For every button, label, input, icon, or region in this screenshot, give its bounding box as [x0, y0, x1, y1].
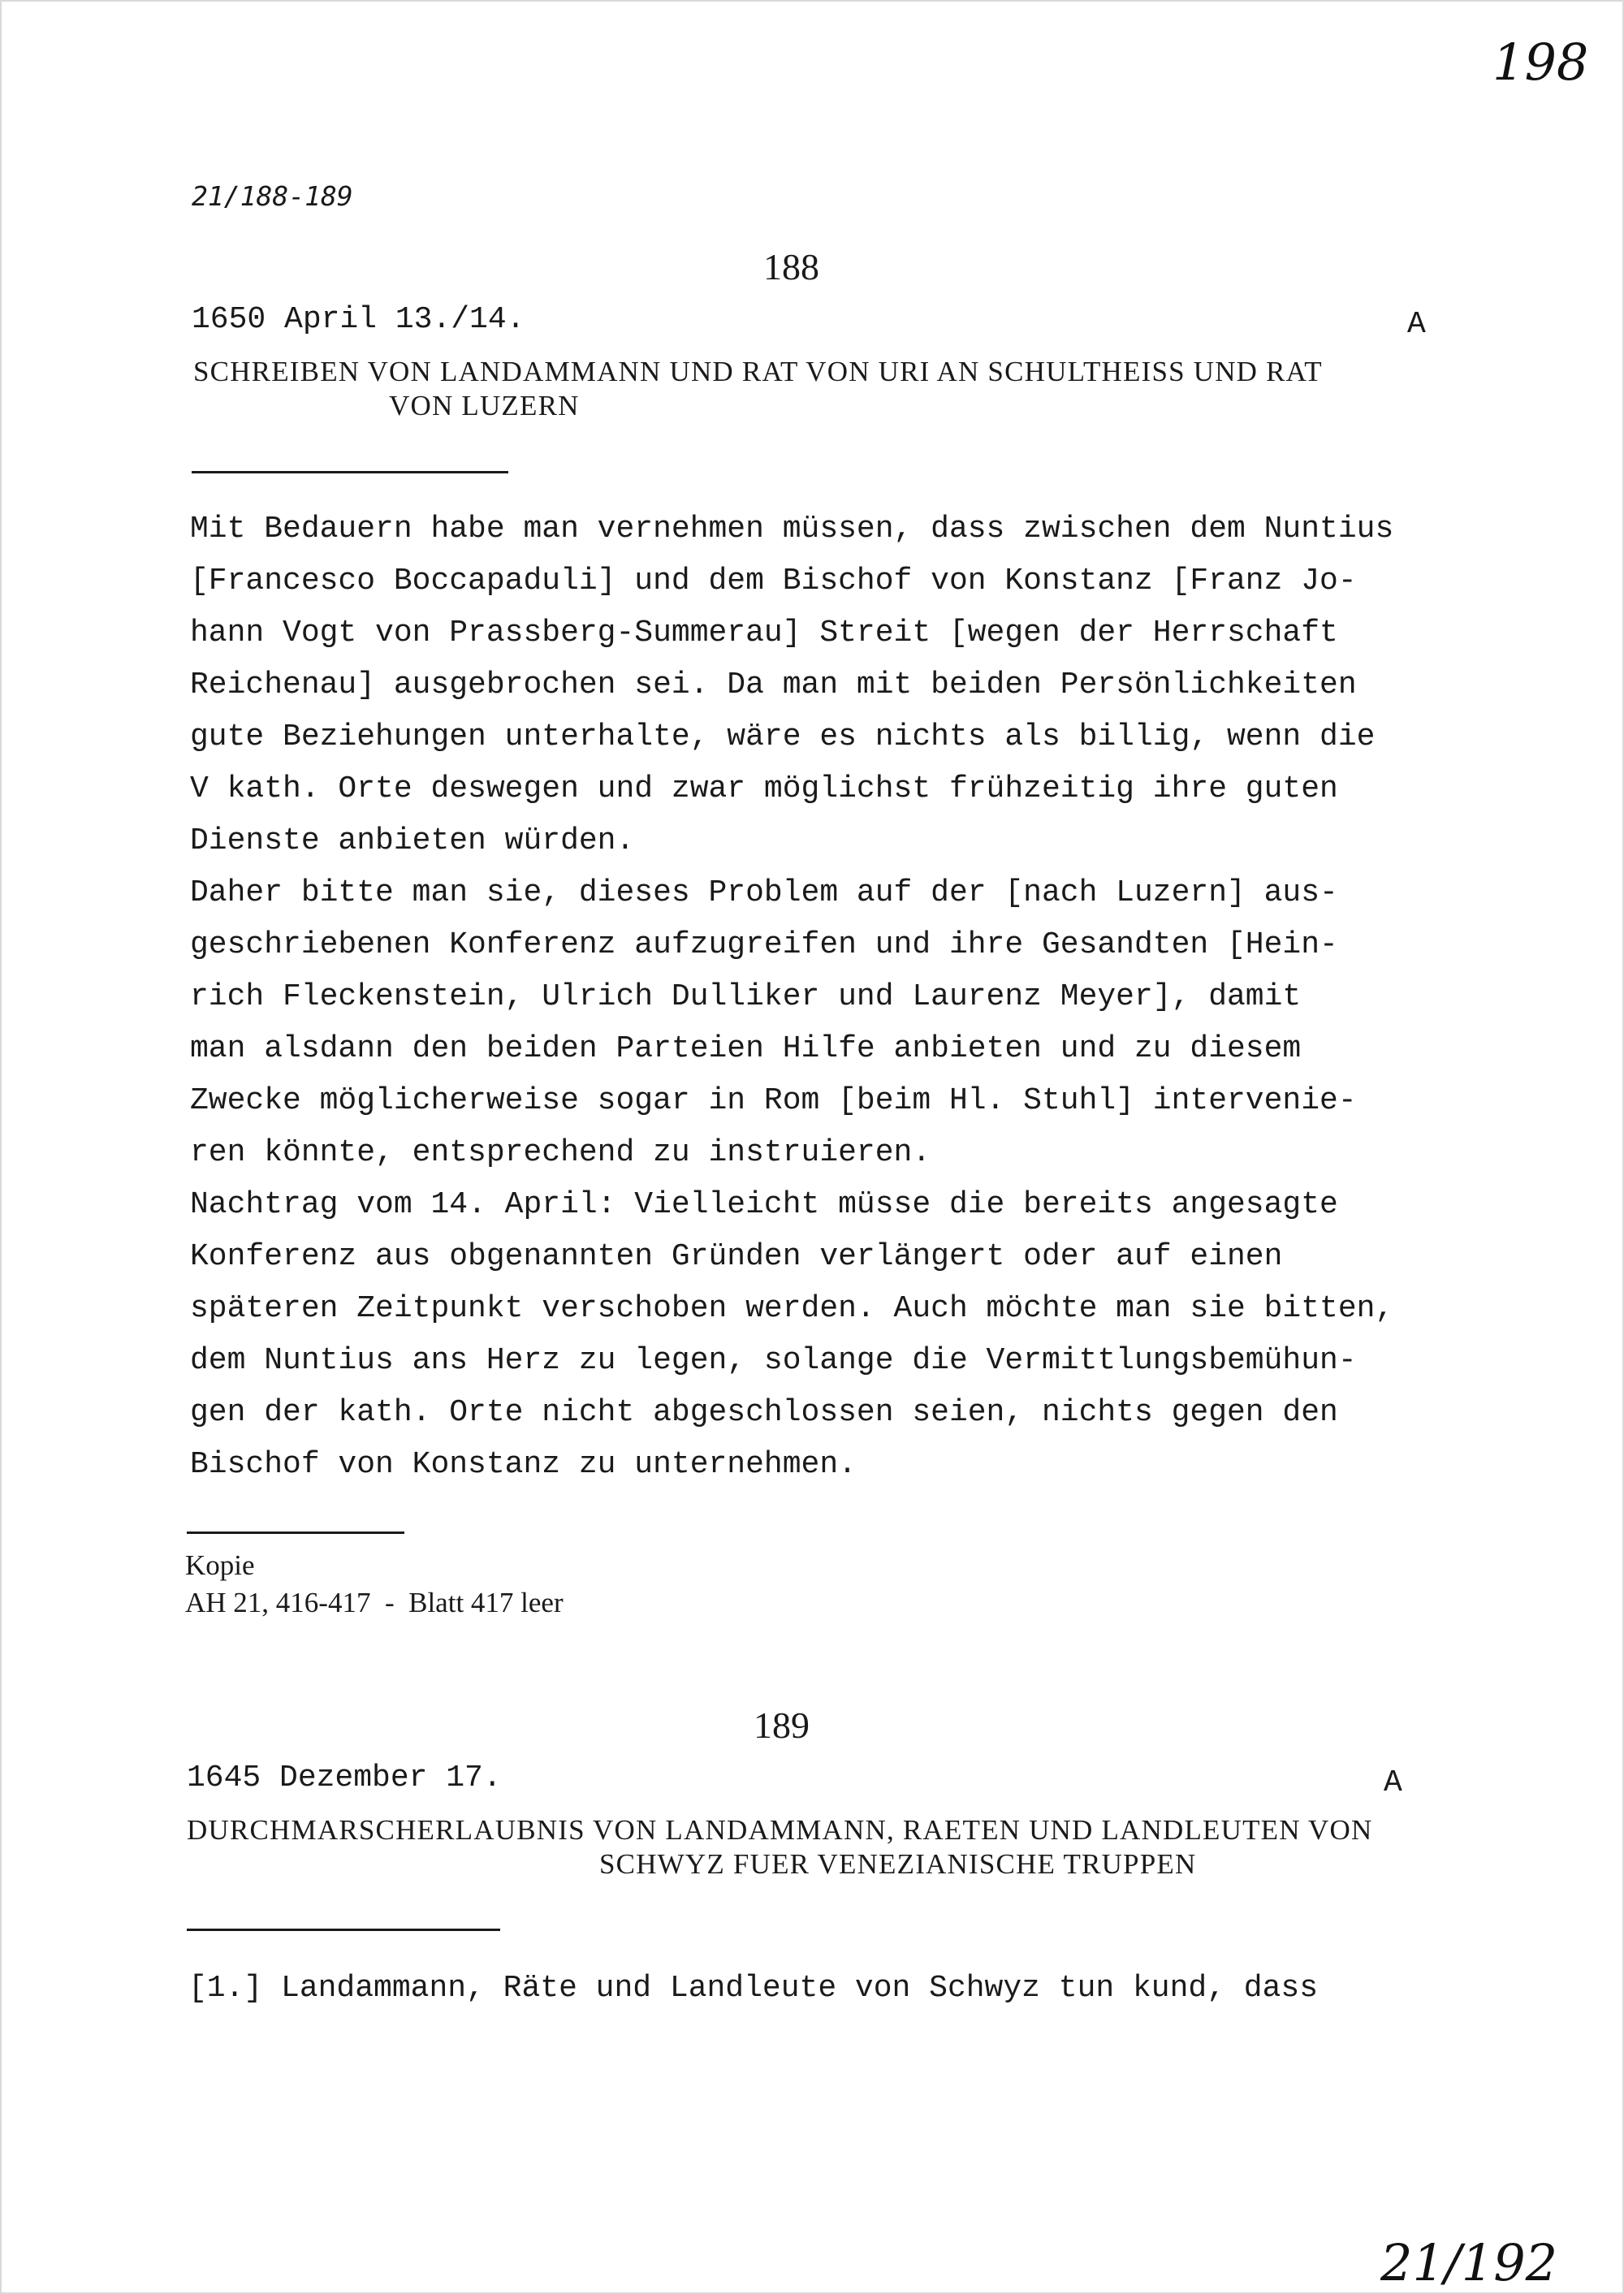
body-line: späteren Zeitpunkt verschoben werden. Auch möchte man sie bitten,	[190, 1291, 1394, 1326]
body-line: gen der kath. Orte nicht abgeschlossen seien, nichts gegen den	[190, 1395, 1338, 1430]
body-line: [Francesco Boccapaduli] und dem Bischof von Konstanz [Franz Jo-	[190, 564, 1357, 598]
source-separator-rule	[187, 1531, 404, 1534]
source-label: Kopie	[185, 1549, 255, 1581]
entry-number-189: 189	[754, 1704, 810, 1746]
handwritten-archive-number: 21/192	[1380, 2233, 1558, 2292]
body-line: geschriebenen Konferenz aufzugreifen und ihre Gesandten [Hein-	[190, 927, 1338, 962]
body-line: Nachtrag vom 14. April: Vielleicht müsse die bereits angesagte	[190, 1187, 1338, 1222]
body-line: V kath. Orte deswegen und zwar möglichst frühzeitig ihre guten	[190, 771, 1338, 806]
body-line: ren könnte, entsprechend zu instruieren.	[190, 1135, 931, 1170]
entry-date-189: 1645 Dezember 17.	[187, 1760, 502, 1795]
entry-date-188: 1650 April 13./14.	[192, 302, 525, 337]
body-line: [1.] Landammann, Räte und Landleute von Schwyz tun kund, dass	[188, 1971, 1319, 2006]
body-line: Konferenz aus obgenannten Gründen verlängert oder auf einen	[190, 1239, 1283, 1274]
entry-title-188-line1: SCHREIBEN VON LANDAMMANN UND RAT VON URI AN SCHULTHEISS UND RAT	[193, 356, 1323, 387]
entry-mark-189: A	[1384, 1765, 1402, 1800]
entry-number-188: 188	[763, 246, 819, 287]
entry-title-189-line2: SCHWYZ FUER VENEZIANISCHE TRUPPEN	[599, 1848, 1197, 1880]
separator-rule	[192, 471, 508, 473]
entry-mark-188: A	[1407, 307, 1426, 342]
reference-code: 21/188-189	[192, 180, 353, 212]
entry-title-188-line2: VON LUZERN	[389, 390, 580, 421]
body-line: hann Vogt von Prassberg-Summerau] Streit [wegen der Herrschaft	[190, 616, 1338, 650]
body-line: dem Nuntius ans Herz zu legen, solange die Vermittlungsbemühun-	[190, 1343, 1357, 1378]
body-line: Daher bitte man sie, dieses Problem auf der [nach Luzern] aus-	[190, 875, 1338, 910]
body-line: Dienste anbieten würden.	[190, 823, 635, 858]
body-line: Mit Bedauern habe man vernehmen müssen, dass zwischen dem Nuntius	[190, 512, 1394, 546]
body-line: Reichenau] ausgebrochen sei. Da man mit beiden Persönlichkeiten	[190, 667, 1357, 702]
body-line: gute Beziehungen unterhalte, wäre es nichts als billig, wenn die	[190, 719, 1376, 754]
source-reference: AH 21, 416-417 - Blatt 417 leer	[185, 1587, 564, 1618]
handwritten-page-number: 198	[1492, 32, 1589, 92]
entry-title-189-line1: DURCHMARSCHERLAUBNIS VON LANDAMMANN, RAETEN UND LANDLEUTEN VON	[187, 1814, 1373, 1846]
body-line: man alsdann den beiden Parteien Hilfe anbieten und zu diesem	[190, 1031, 1302, 1066]
body-line: Bischof von Konstanz zu unternehmen.	[190, 1447, 857, 1482]
body-line: Zwecke möglicherweise sogar in Rom [beim Hl. Stuhl] intervenie-	[190, 1083, 1357, 1118]
body-line: rich Fleckenstein, Ulrich Dulliker und Laurenz Meyer], damit	[190, 979, 1302, 1014]
separator-rule	[187, 1929, 500, 1931]
